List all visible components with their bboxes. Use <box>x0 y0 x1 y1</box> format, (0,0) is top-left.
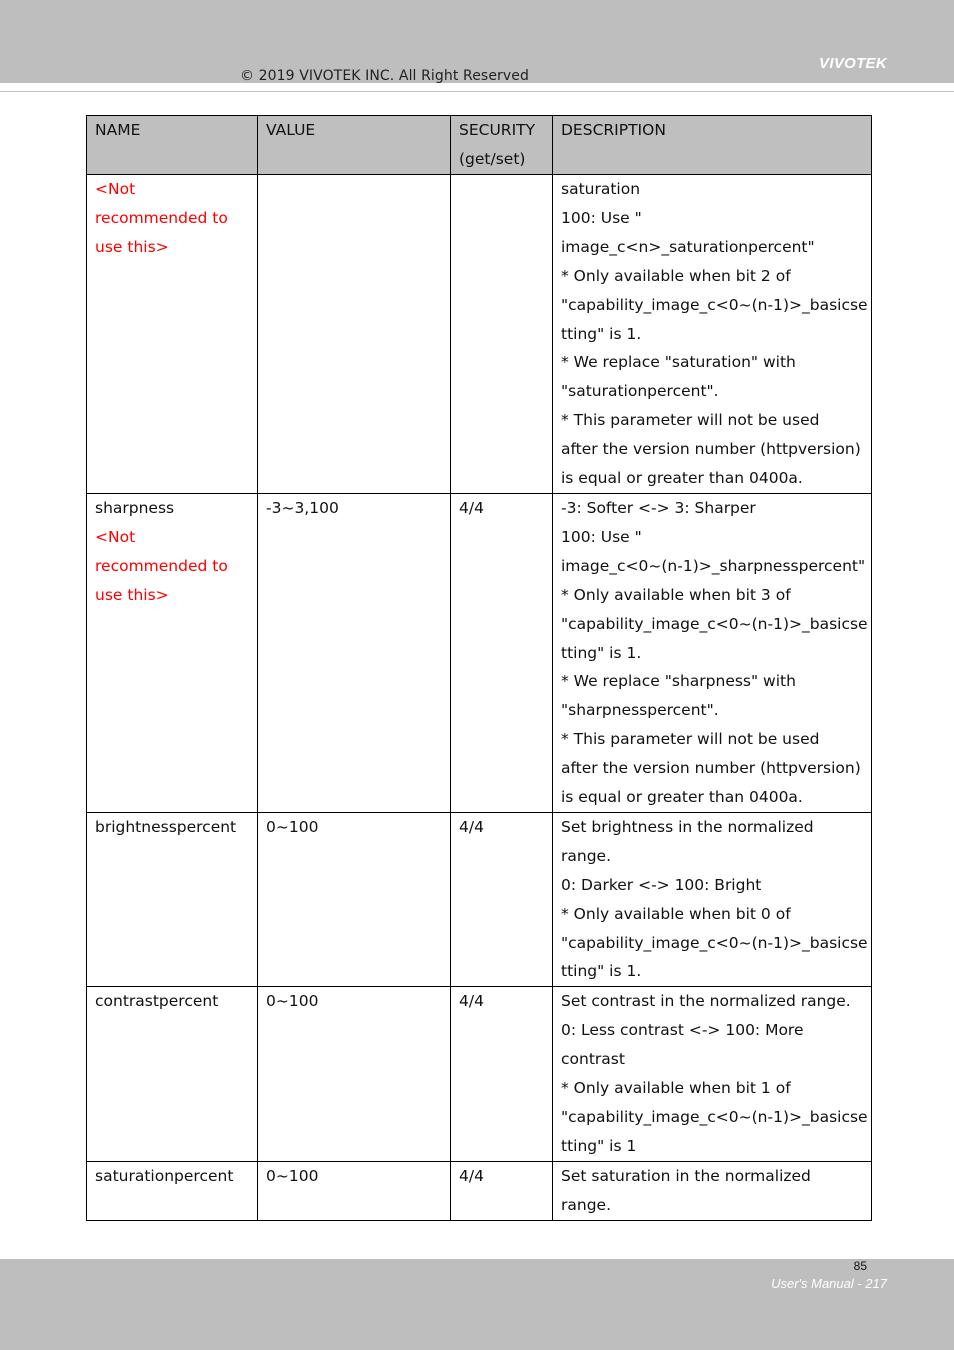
cell-security: 4/4 <box>451 987 553 1161</box>
description-line: * This parameter will not be used <box>561 411 820 430</box>
brand-logo: VIVOTEK <box>819 55 887 72</box>
copyright-text: © 2019 VIVOTEK INC. All Right Reserved <box>240 68 529 84</box>
description-line: * Only available when bit 3 of <box>561 585 791 604</box>
table-header-row <box>87 116 872 175</box>
cell-value: 0~100 <box>258 1161 451 1220</box>
cell-security <box>451 175 553 494</box>
security-sublabel: (get/set) <box>459 149 526 168</box>
deprecation-note: <Not recommended to use this> <box>95 180 228 256</box>
description-line: * Only available when bit 2 of <box>561 266 791 285</box>
description-line: is equal or greater than 0400a. <box>561 469 803 488</box>
description-line: * Only available when bit 1 of <box>561 1079 791 1098</box>
description-line: 100: Use " <box>561 208 642 227</box>
description-line: is equal or greater than 0400a. <box>561 788 803 807</box>
col-header-description: DESCRIPTION <box>553 116 872 175</box>
description-line: "sharpnesspercent". <box>561 701 719 720</box>
cell-name <box>87 812 258 986</box>
description-line: * We replace "saturation" with <box>561 353 796 372</box>
table-row <box>87 1161 872 1220</box>
description-line: 0: Less contrast <-> 100: More <box>561 1021 804 1040</box>
cell-security: 4/4 <box>451 812 553 986</box>
cell-description <box>553 1161 872 1220</box>
cell-description <box>553 812 872 986</box>
table-row <box>87 987 872 1161</box>
deprecation-note: <Not recommended to use this> <box>95 527 228 604</box>
table-row <box>87 493 872 812</box>
cell-value: -3~3,100 <box>258 493 451 812</box>
cell-name <box>87 175 258 494</box>
description-line: "capability_image_c<0~(n-1)>_basicse <box>561 1108 868 1126</box>
param-name: sharpness <box>95 498 175 517</box>
table-row <box>87 175 872 494</box>
page-number: 85 <box>853 1259 867 1273</box>
description-line: tting" is 1. <box>561 643 642 662</box>
description-line: Set saturation in the normalized <box>561 1166 811 1185</box>
table-row <box>87 812 872 986</box>
description-line: after the version number (httpversion) <box>561 759 861 778</box>
description-line: after the version number (httpversion) <box>561 440 861 459</box>
col-header-name: NAME <box>87 116 258 175</box>
description-line: tting" is 1. <box>561 324 642 343</box>
description-line: Set contrast in the normalized range. <box>561 992 851 1011</box>
cell-description <box>553 175 872 494</box>
description-line: tting" is 1. <box>561 962 642 981</box>
description-line: tting" is 1 <box>561 1136 637 1155</box>
description-line: "capability_image_c<0~(n-1)>_basicse <box>561 933 868 952</box>
description-line: image_c<n>_saturationpercent" <box>561 237 815 256</box>
description-line: 0: Darker <-> 100: Bright <box>561 875 762 894</box>
description-line: "capability_image_c<0~(n-1)>_basicse <box>561 614 868 633</box>
description-line: range. <box>561 1195 611 1214</box>
description-line: "saturationpercent". <box>561 382 719 401</box>
description-line: saturation <box>561 180 641 198</box>
col-header-security <box>451 116 553 175</box>
description-line: "capability_image_c<0~(n-1)>_basicse <box>561 295 868 314</box>
cell-security: 4/4 <box>451 1161 553 1220</box>
param-name: saturationpercent <box>95 1166 234 1185</box>
col-header-value: VALUE <box>258 116 451 175</box>
cell-value <box>258 175 451 494</box>
description-line: range. <box>561 846 611 865</box>
description-line: Set brightness in the normalized <box>561 817 814 836</box>
parameter-table <box>86 115 872 1221</box>
security-label: SECURITY <box>459 121 536 139</box>
description-line: -3: Softer <-> 3: Sharper <box>561 498 756 517</box>
header-divider <box>0 91 954 92</box>
cell-security: 4/4 <box>451 493 553 812</box>
description-line: contrast <box>561 1050 625 1069</box>
description-line: * Only available when bit 0 of <box>561 904 791 923</box>
cell-value: 0~100 <box>258 812 451 986</box>
description-line: image_c<0~(n-1)>_sharpnesspercent" <box>561 556 866 575</box>
description-line: 100: Use " <box>561 527 642 546</box>
description-line: * This parameter will not be used <box>561 730 820 749</box>
cell-description <box>553 493 872 812</box>
param-name: brightnesspercent <box>95 817 237 836</box>
description-line: * We replace "sharpness" with <box>561 672 796 691</box>
footer-band <box>0 1259 954 1350</box>
cell-name <box>87 493 258 812</box>
cell-value: 0~100 <box>258 987 451 1161</box>
cell-description <box>553 987 872 1161</box>
param-name: contrastpercent <box>95 992 219 1011</box>
cell-name <box>87 987 258 1161</box>
cell-name <box>87 1161 258 1220</box>
manual-page-label: User's Manual - 217 <box>771 1276 887 1291</box>
